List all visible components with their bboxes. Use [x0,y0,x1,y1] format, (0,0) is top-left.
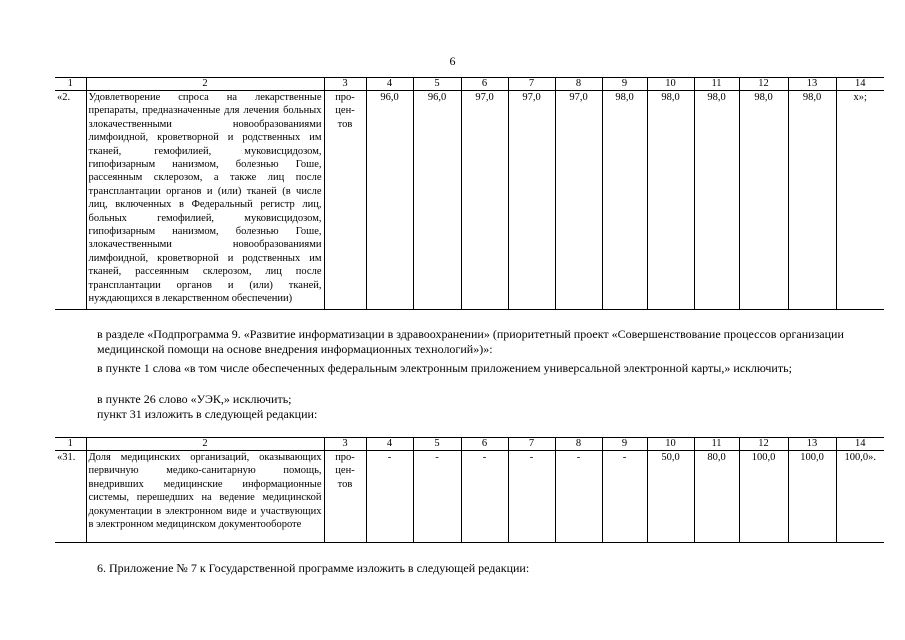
paragraph [97,361,857,376]
column-header: 2 [86,438,324,451]
column-header: 4 [366,78,413,91]
paragraph-text: в разделе «Подпрограмма 9. «Развитие информатизации в здравоохранении» (приоритетный проект «Совершенствование процессов организации медицинской помощи на основе внедрения информационных технологий»)»: [97,327,844,356]
column-header: 11 [694,438,739,451]
column-header: 5 [413,438,461,451]
table-row [55,451,884,543]
column-header: 7 [508,438,555,451]
column-header: 1 [55,438,86,451]
paragraph-text: в пункте 26 слово «УЭК,» исключить; [97,392,292,406]
value-cell: 98,0 [788,91,836,310]
value-cell: 98,0 [602,91,647,310]
column-header: 8 [555,438,602,451]
value-cell: 50,0 [647,451,694,543]
column-header: 5 [413,78,461,91]
value-cell: х»; [836,91,884,310]
unit-cell: про- цен- тов [324,451,366,543]
value-cell: 100,0». [836,451,884,543]
indicator-table-2 [55,437,884,543]
column-header: 2 [86,78,324,91]
row-number: «31. [55,451,86,543]
column-header: 10 [647,78,694,91]
value-cell: - [508,451,555,543]
value-cell: - [602,451,647,543]
column-header: 11 [694,78,739,91]
column-header: 3 [324,78,366,91]
value-cell: 97,0 [555,91,602,310]
value-cell: 97,0 [461,91,508,310]
paragraph-text: пункт 31 изложить в следующей редакции: [97,407,318,421]
value-cell: - [555,451,602,543]
value-cell: 97,0 [508,91,555,310]
indicator-table-1 [55,77,884,310]
column-header: 6 [461,438,508,451]
column-header: 10 [647,438,694,451]
paragraph-final [97,561,857,576]
column-header: 12 [739,78,788,91]
paragraph [97,327,845,357]
paragraph-text: в пункте 1 слова «в том числе обеспеченных федеральным электронным приложением универсальной электронной карты,» исключить; [97,361,792,375]
value-cell: 80,0 [694,451,739,543]
value-cell: 100,0 [739,451,788,543]
column-header: 13 [788,78,836,91]
value-cell: 100,0 [788,451,836,543]
row-number: «2. [55,91,86,310]
value-cell: 98,0 [739,91,788,310]
column-header: 6 [461,78,508,91]
column-header: 14 [836,438,884,451]
indicator-description: Удовлетворение спроса на лекарственные препараты, предназначенные для лечения больных злокачественными новообразованиями лимфоидной, кроветворной и родственных им тканей, гемофилией, муковисцидозом, гипофизарным нанизмом, болезнью Гоше, рассеянным склерозом, а также лиц после трансплантации органов и (или) тканей (в числе лиц, включенных в Федеральный регистр лиц, больных гемофилией, муковисцидозом, гипофизарным нанизмом, болезнью Гоше, злокачественными новообразованиями лимфоидной, кроветворной и родственных им тканей, рассеянным склерозом, лиц после трансплантации органов и (или) тканей, нуждающихся в лекарственном обеспечении) [86,91,324,310]
indicator-description: Доля медицинских организаций, оказывающих первичную медико-санитарную помощь, внедривших медицинские информационные системы, перешедших на ведение медицинской документации в электронном виде и участвующих в электронном медицинском документообороте [86,451,324,543]
column-header: 13 [788,438,836,451]
paragraph [97,407,857,422]
value-cell: 96,0 [366,91,413,310]
table-header-row [55,438,884,451]
table-row [55,91,884,310]
column-header: 14 [836,78,884,91]
value-cell: 98,0 [647,91,694,310]
column-header: 7 [508,78,555,91]
unit-cell: про- цен- тов [324,91,366,310]
column-header: 9 [602,78,647,91]
value-cell: - [461,451,508,543]
column-header: 4 [366,438,413,451]
column-header: 8 [555,78,602,91]
table-header-row [55,78,884,91]
value-cell: 96,0 [413,91,461,310]
paragraph-text: 6. Приложение № 7 к Государственной программе изложить в следующей редакции: [97,561,530,575]
value-cell: - [413,451,461,543]
value-cell: - [366,451,413,543]
column-header: 12 [739,438,788,451]
column-header: 3 [324,438,366,451]
paragraph [97,392,857,407]
column-header: 9 [602,438,647,451]
page-number: 6 [449,54,456,68]
value-cell: 98,0 [694,91,739,310]
column-header: 1 [55,78,86,91]
